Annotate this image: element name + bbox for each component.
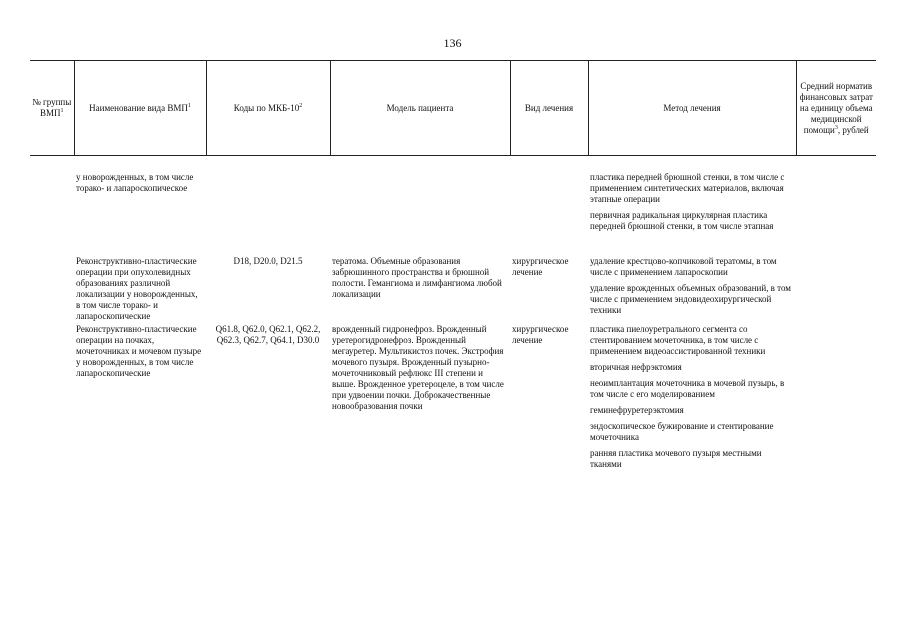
cell-treatment (510, 156, 588, 254)
method-item: геминефруретерэктомия (590, 405, 684, 415)
table-row (30, 323, 876, 475)
cell-name: Реконструктивно-пластические операции при опухолевидных образованиях различной локализации у новорожденных, в том числе торако- и лапароскопические (76, 256, 198, 321)
cell-group (30, 156, 74, 254)
cell-methods (588, 323, 796, 475)
method-item: удаление врожденных объемных образований, в том числе с применением эндовидеохирургической техники (590, 283, 791, 315)
vmp-table (30, 60, 876, 475)
cell-name: Реконструктивно-пластические операции на почках, мочеточниках и мочевом пузыре у новорожденных, в том числе лапароскопические (76, 324, 202, 378)
method-item: вторичная нефрэктомия (590, 362, 682, 372)
cell-cost (796, 253, 876, 323)
header-cost: Средний норматив финансовых затрат на единицу объема медицинской помощи$^3$, рублей (796, 61, 876, 156)
cell-codes: D18, D20.0, D21.5 (233, 256, 303, 266)
cell-treatment: хирургическое лечение (512, 256, 569, 277)
header-model: Модель пациента (330, 61, 510, 156)
cell-cost (796, 323, 876, 475)
cell-cost (796, 156, 876, 254)
cell-methods (588, 156, 796, 254)
method-item: удаление крестцово-копчиковой тератомы, в том числе с применением лапароскопии (590, 256, 777, 277)
method-item: пластика пиелоуретрального сегмента со стентированием мочеточника, в том числе с применением видеоассистированной техники (590, 324, 766, 356)
cell-name: у новорожденных, в том числе торако- и лапароскопическое (76, 172, 194, 193)
table-row (30, 156, 876, 254)
table-header (30, 61, 876, 156)
method-item: ранняя пластика мочевого пузыря местными тканями (590, 448, 762, 469)
method-item: эндоскопическое бужирование и стентирование мочеточника (590, 421, 774, 442)
cell-group (30, 323, 74, 475)
page-number: 136 (443, 36, 462, 50)
cell-group (30, 253, 74, 323)
cell-treatment: хирургическое лечение (512, 324, 569, 345)
method-item: неоимплантация мочеточника в мочевой пузырь, в том числе с его моделированием (590, 378, 785, 399)
header-codes: Коды по МКБ-$10^2$ (206, 61, 330, 156)
cell-model (330, 156, 510, 254)
cell-model: тератома. Объемные образования забрюшинного пространства и брюшной полости. Гемангиома и лимфангиома любой локализации (332, 256, 502, 299)
header-method: Метод лечения (588, 61, 796, 156)
cell-model: врожденный гидронефроз. Врожденный уретерогидронефроз. Врожденный мегауретер. Мультикистоз почек. Экстрофия мочевого пузыря. Врожденный пузырно-мочеточниковый рефлюкс III степени и выше. Врожденное уретероцеле, в том числе при удвоении почки. Доброкачественные новообразования почки (332, 324, 504, 411)
cell-codes: Q61.8, Q62.0, Q62.1, Q62.2, Q62.3, Q62.7, Q64.1, D30.0 (215, 324, 321, 345)
header-name: Наименование вида ВМП$^1$ (74, 61, 206, 156)
table-body (30, 156, 876, 476)
cell-codes (206, 156, 330, 254)
method-item: пластика передней брюшной стенки, в том числе с применением синтетических материалов, включая этапные операции (590, 172, 785, 204)
header-group: № группы ВМП$^1$ (30, 61, 74, 156)
table-row (30, 253, 876, 323)
header-treatment: Вид лечения (510, 61, 588, 156)
method-item: первичная радикальная циркулярная пластика передней брюшной стенки, в том числе этапная (590, 210, 774, 231)
cell-methods (588, 253, 796, 323)
